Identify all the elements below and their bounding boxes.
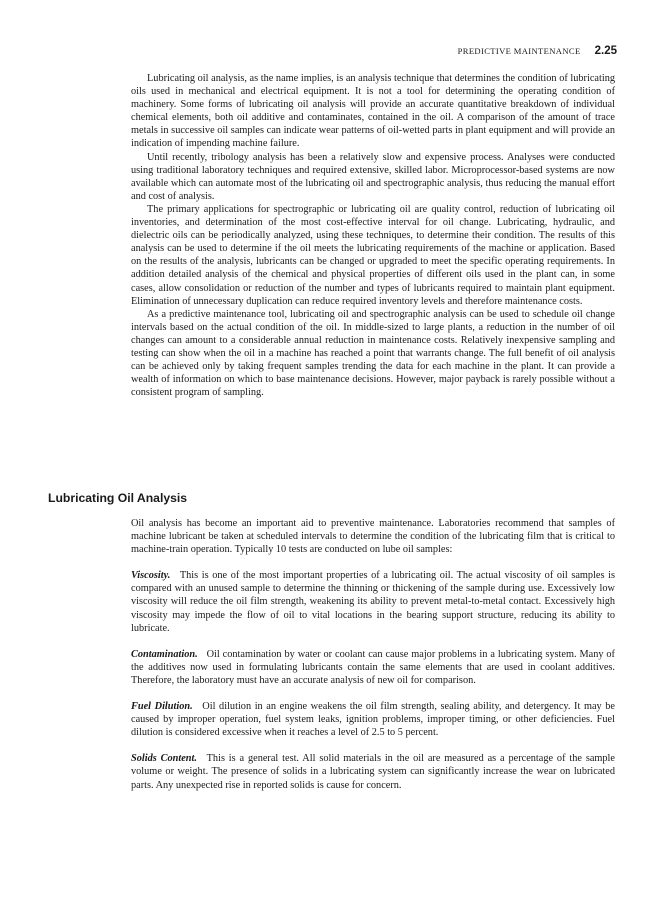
test-term: Contamination. — [131, 648, 198, 660]
test-term: Solids Content. — [131, 753, 197, 765]
page-number: 2.25 — [594, 45, 617, 57]
test-description: This is a general test. All solid materials in the oil are measured as a percentage of the sample volume or weight. The presence of solids in a lubricating system can significantly increase the wear on lubricated parts. Any unexpected rise in reported solids is cause for concern. — [131, 753, 615, 791]
section-heading: Lubricating Oil Analysis — [48, 491, 188, 505]
running-header — [458, 45, 617, 57]
paragraph: Lubricating oil analysis, as the name implies, is an analysis technique that determines the condition of lubricating oils used in mechanical and electrical equipment. It is not a tool for determining the operating condition of machinery. Some forms of lubricating oil analysis will provide an accurate quantitative breakdown of individual chemical elements, both oil additive and contaminates, contained in the oil. A comparison of the amount of trace metals in successive oil samples can indicate wear patterns of oil-wetted parts in plant equipment and will provide an indication of impending machine failure. — [131, 73, 615, 150]
running-title: PREDICTIVE MAINTENANCE — [457, 46, 581, 56]
paragraph: Until recently, tribology analysis has been a relatively slow and expensive process. Analyses were conducted using traditional laboratory techniques and required extensive, skilled labor. Microprocessor-based systems are now available which can automate most of the lubricating oil and spectrographic analysis, thus reducing the manual effort and cost of analysis. — [131, 151, 615, 202]
test-item-solids-content — [131, 752, 615, 791]
test-term: Fuel Dilution. — [131, 701, 193, 713]
test-item-fuel-dilution — [131, 700, 615, 739]
test-description: This is one of the most important properties of a lubricating oil. The actual viscosity of oil samples is compared with an unused sample to determine the thinning or thickening of the sample during use. Excessively low viscosity will reduce the oil film strength, weakening its ability to prevent metal-to-metal contact. Excessively high viscosity may impede the flow of oil to vital locations in the bearing support structure, reducing its ability to lubricate. — [131, 570, 615, 634]
test-term: Viscosity. — [131, 570, 171, 582]
oil-tests-section — [131, 517, 615, 805]
paragraph: The primary applications for spectrographic or lubricating oil are quality control, reduction of lubricating oil inventories, and determination of the most cost-effective interval for oil change. Lubricating, hydraulic, and dielectric oils can be periodically analyzed, using these techniques, to determine their condition. The results of this analysis can be used to determine if the oil meets the lubricating requirements of the machine or application. Based on the results of the analysis, lubricants can be changed or upgraded to meet the specific operating requirements. In addition detailed analysis of the chemical and physical properties of different oils used in the plant can, in some cases, allow consolidation or reduction of the number and types of lubricants required to maintain plant equipment. Elimination of unnecessary duplication can reduce required inventory levels and therefore maintenance costs. — [131, 203, 615, 307]
test-item-contamination — [131, 648, 615, 687]
intro-text — [131, 72, 615, 399]
test-description: Oil contamination by water or coolant can cause major problems in a lubricating system. Many of the additives now used in formulating lubricants contain the same elements that are used in coolant additives. Therefore, the laboratory must have an accurate analysis of new oil for comparison. — [131, 648, 615, 686]
test-description: Oil dilution in an engine weakens the oil film strength, sealing ability, and detergency. It may be caused by improper operation, fuel system leaks, ignition problems, improper timing, or other deficiencies. Fuel dilution is considered excessive when it reaches a level of 2.5 to 5 percent. — [131, 701, 616, 739]
test-item-viscosity — [131, 569, 615, 634]
paragraph: As a predictive maintenance tool, lubricating oil and spectrographic analysis can be used to schedule oil change intervals based on the actual condition of the oil. In middle-sized to large plants, a reduction in the number of oil changes can amount to a considerable annual reduction in maintenance costs. Relatively inexpensive sampling and testing can show when the oil in a machine has reached a point that warrants change. The full benefit of oil analysis can be achieved only by taking frequent samples trending the data for each machine in the plant. It can provide a wealth of information on which to base maintenance decisions. However, major payback is rarely possible without a consistent program of sampling. — [131, 308, 615, 399]
section-lead-paragraph: Oil analysis has become an important aid to preventive maintenance. Laboratories recommend that samples of machine lubricant be taken at scheduled intervals to determine the condition of the lubricating film that is critical to machine-train operation. Typically 10 tests are conducted on lube oil samples: — [131, 518, 615, 556]
